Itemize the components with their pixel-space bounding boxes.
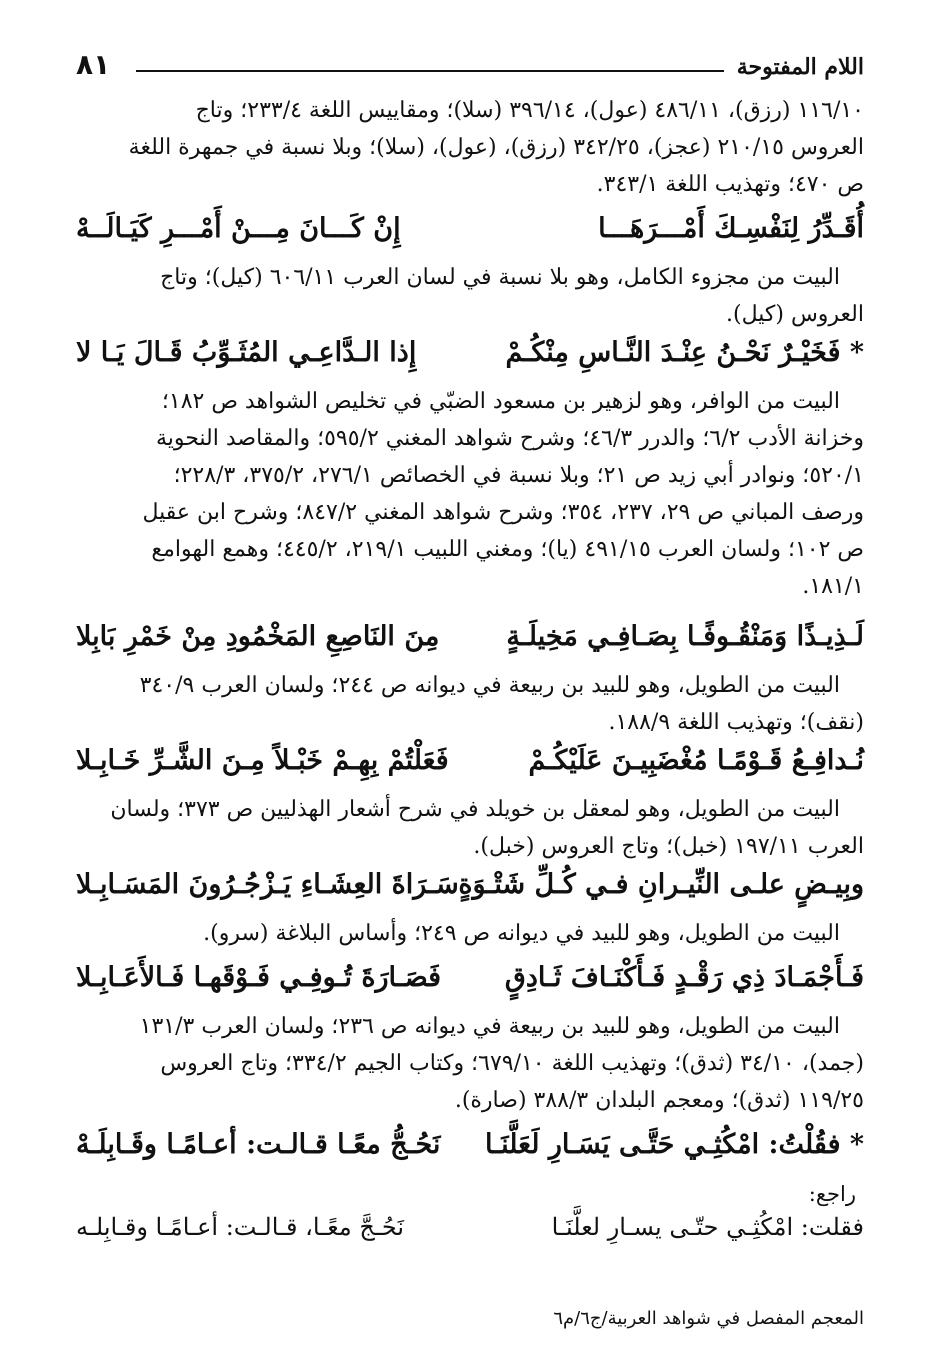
- verse-hemistich-second: مِنَ النَاصِعِ المَخْمُودِ مِنْ خَمْرِ بَابِلا: [76, 621, 440, 652]
- verse-hemistich-first: أُقَـدِّرُ لِنَفْسِـكَ أَمْـــرَهَـــا: [598, 213, 864, 244]
- verse-4: [76, 741, 864, 791]
- commentary-line: العروس (كيل).: [726, 302, 864, 327]
- intro-line: ص ٤٧٠؛ وتهذيب اللغة ٣٤٣/١.: [596, 172, 864, 197]
- verse-6: [76, 958, 864, 1008]
- verse-hemistich-second: فَصَـارَةَ تُـوفِـي فَـوْقَهـا فَـالأَعَـابِـلا: [76, 962, 442, 993]
- verse-hemistich-first: * فَخَيْـرٌ نَحْـنُ عِنْـدَ النَّـاسِ مِنْكُـمْ: [505, 337, 864, 368]
- verse-hemistich-first: وبِيـضٍ علـى النِّيـرانِ فـي كُـلِّ شَتْـوَةٍ: [458, 869, 864, 900]
- page-number: ٨١: [76, 48, 111, 81]
- verse-3: [76, 617, 864, 667]
- verse-hemistich-first: نُـدافِـعُ قَـوْمًـا مُغْضَبِيـنَ عَلَيْكُـمْ: [528, 745, 864, 776]
- intro-line: العروس ٢١٠/١٥ (عجز)، ٣٤٢/٢٥ (رزق)، (عول)، (سلا)؛ وبلا نسبة في جمهرة اللغة: [128, 135, 864, 160]
- commentary-line: ٥٢٠/١؛ ونوادر أبي زيد ص ٢١؛ وبلا نسبة في الخصائص ٢٧٦/١، ٣٧٥/٢، ٢٢٨/٣؛: [173, 463, 864, 488]
- commentary-line: البيت من الطويل، وهو للبيد بن ربيعة في ديوانه ص ٢٣٦؛ ولسان العرب ١٣١/٣: [139, 1014, 840, 1039]
- commentary-line: البيت من الطويل، وهو للبيد في ديوانه ص ٢٤٩؛ وأساس البلاغة (سرو).: [203, 921, 840, 946]
- commentary-line: ١١٩/٢٥ (ثدق)؛ ومعجم البلدان ٣٨٨/٣ (صارة).: [454, 1088, 864, 1113]
- header-rule: [136, 70, 724, 72]
- commentary-line: العرب ١٩٧/١١ (خبل)؛ وتاج العروس (خبل).: [473, 834, 864, 859]
- verse-hemistich-second: نَحُـجُّ معًـا قـالـت: أعـامًـا وقَـابِلَـهْ: [76, 1129, 441, 1160]
- commentary-line: ص ١٠٢؛ ولسان العرب ٤٩١/١٥ (يا)؛ ومغني اللبيب ٢١٩/١، ٤٤٥/٢؛ وهمع الهوامع: [151, 537, 864, 562]
- commentary-line: (جمد)، ٣٤/١٠ (ثدق)؛ وتهذيب اللغة ٦٧٩/١٠؛ وكتاب الجيم ٣٣٤/٢؛ وتاج العروس: [160, 1051, 864, 1076]
- verse-hemistich-first: * فقُلْتُ: امْكُثِـي حَتَّـى يَسَـارِ لَعَلَّنَـا: [484, 1129, 864, 1160]
- see-also-label: راجع:: [808, 1182, 856, 1206]
- commentary-line: (نقف)؛ وتهذيب اللغة ١٨٨/٩.: [608, 710, 864, 735]
- commentary-line: البيت من الطويل، وهو لمعقل بن خويلد في شرح أشعار الهذليين ص ٣٧٣؛ ولسان: [110, 797, 840, 822]
- verse-1: [76, 209, 864, 259]
- commentary-line: البيت من مجزوء الكامل، وهو بلا نسبة في لسان العرب ٦٠٦/١١ (كيل)؛ وتاج: [160, 265, 840, 290]
- commentary-line: ١٨١/١.: [802, 574, 864, 599]
- verse-hemistich-first: فَـأَجْمَـادَ ذِي رَقْـدٍ فَـأَكْنَـافَ ثَـادِقٍ: [504, 962, 864, 993]
- intro-line: ١١٦/١٠ (رزق)، ٤٨٦/١١ (عول)، ٣٩٦/١٤ (سلا)؛ ومقاييس اللغة ٢٣٣/٤؛ وتاج: [195, 98, 864, 123]
- verse-hemistich-first: لَـذِيـذًا وَمَنْقُـوفًـا بِصَـافِـي مَخِيلَـةٍ: [506, 621, 864, 652]
- commentary-line: ورصف المباني ص ٢٩، ٢٣٧، ٣٥٤؛ وشرح شواهد المغني ٨٤٧/٢؛ وشرح ابن عقيل: [142, 500, 864, 525]
- see-also-verse: [76, 1209, 864, 1259]
- verse-2: [76, 333, 864, 383]
- running-title: اللام المفتوحة: [736, 54, 864, 80]
- verse-5: [76, 865, 864, 915]
- verse-hemistich-first: فقلت: امْكُثِـي حتّـى يسـارِ لعلَّنَـا: [551, 1213, 864, 1241]
- book-page: [76, 40, 864, 1340]
- page-footer: المعجم المفصل في شواهد العربية/ج٦/م٦: [553, 1308, 864, 1329]
- verse-hemistich-second: إِنْ كَـــانَ مِـــنْ أَمْـــرِ كَيَـالَــهْ: [76, 213, 401, 244]
- verse-hemistich-second: فَعَلْتُمْ بِهِـمْ خَبْـلاً مِـنَ الشَّـرِّ خَـابِـلا: [76, 745, 449, 776]
- commentary-line: وخزانة الأدب ٦/٢؛ والدرر ٤٦/٣؛ وشرح شواهد المغني ٥٩٥/٢؛ والمقاصد النحوية: [155, 426, 864, 451]
- verse-hemistich-second: سَـرَاةَ العِشَـاءِ يَـزْجُـرُونَ المَسَـابِـلا: [76, 869, 459, 900]
- verse-hemistich-second: نَحُـجَّ معًـا، قـالـت: أعـامًـا وقـابِلـه: [76, 1213, 405, 1241]
- verse-hemistich-second: إِذا الـدَّاعِـي المُثَـوِّبُ قَـالَ يَـا لا: [76, 337, 417, 368]
- commentary-line: البيت من الوافر، وهو لزهير بن مسعود الضبّي في تخليص الشواهد ص ١٨٢؛: [161, 389, 840, 414]
- commentary-line: البيت من الطويل، وهو للبيد بن ربيعة في ديوانه ص ٢٤٤؛ ولسان العرب ٣٤٠/٩: [139, 673, 840, 698]
- page-header: [76, 40, 864, 92]
- verse-7: [76, 1125, 864, 1175]
